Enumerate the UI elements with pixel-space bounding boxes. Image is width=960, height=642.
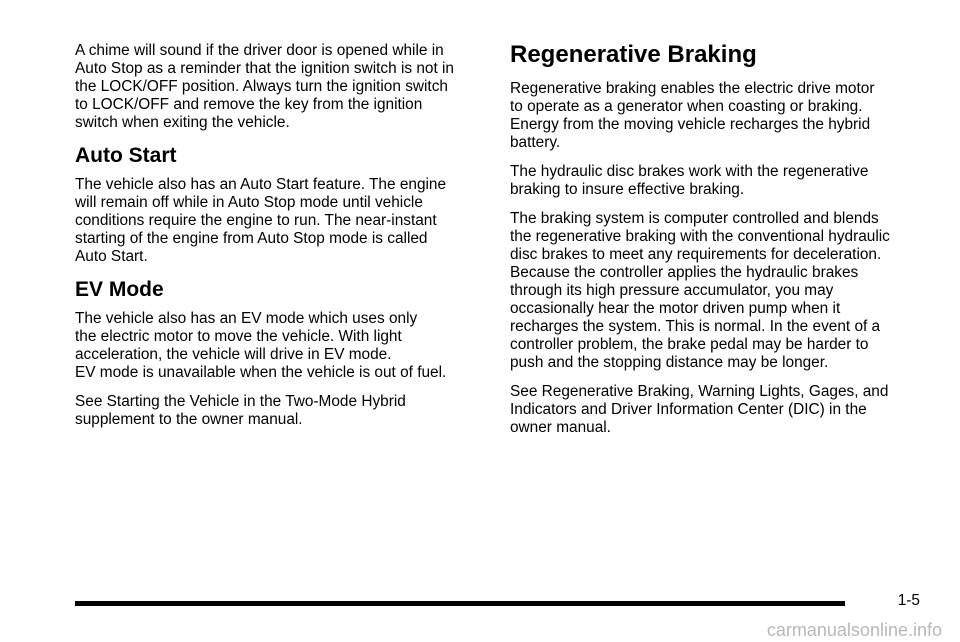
ev-mode-paragraph: The vehicle also has an EV mode which uses only the electric motor to move the vehicle. With light acceleration, the vehicle will drive in EV mode. EV mode is unavailable when the vehicle is out of fuel.	[75, 310, 447, 381]
regenerative-braking-heading: Regenerative Braking	[510, 41, 757, 68]
auto-start-paragraph: The vehicle also has an Auto Start feature. The engine will remain off while in Auto Stop mode until vehicle conditions require the engine to run. The near-instant starting of the engine from Auto Stop mode is called Auto Start.	[75, 176, 447, 265]
auto-start-heading: Auto Start	[75, 144, 177, 167]
hydraulic-brakes-paragraph: The hydraulic disc brakes work with the regenerative braking to insure effective braking.	[510, 163, 869, 198]
chime-paragraph: A chime will sound if the driver door is opened while in Auto Stop as a reminder that the ignition switch is not in the LOCK/OFF position. Always turn the ignition switch to LOCK/OFF and remove the key from the ignition switch when exiting the vehicle.	[75, 42, 454, 131]
watermark: carmanualsonline.info	[766, 620, 942, 640]
braking-system-paragraph: The braking system is computer controlled and blends the regenerative braking with the conventional hydraulic disc brakes to meet any requirements for deceleration. Because the controller applies the hydraulic brakes through its high pressure accumulator, you may occasionally hear the motor driven pump when it recharges the system. This is normal. In the event of a controller problem, the brake pedal may be harder to push and the stopping distance may be longer.	[510, 210, 890, 371]
see-regen-paragraph: See Regenerative Braking, Warning Lights, Gages, and Indicators and Driver Information Center (DIC) in the owner manual.	[510, 383, 889, 436]
page-number: 1-5	[897, 592, 920, 609]
ev-mode-heading: EV Mode	[75, 278, 164, 301]
see-starting-paragraph: See Starting the Vehicle in the Two-Mode Hybrid supplement to the owner manual.	[75, 393, 406, 428]
left-column	[75, 42, 485, 440]
footer-rule	[75, 601, 845, 606]
regen-intro-paragraph: Regenerative braking enables the electric drive motor to operate as a generator when coasting or braking. Energy from the moving vehicle recharges the hybrid battery.	[510, 80, 875, 151]
right-column	[510, 40, 920, 448]
